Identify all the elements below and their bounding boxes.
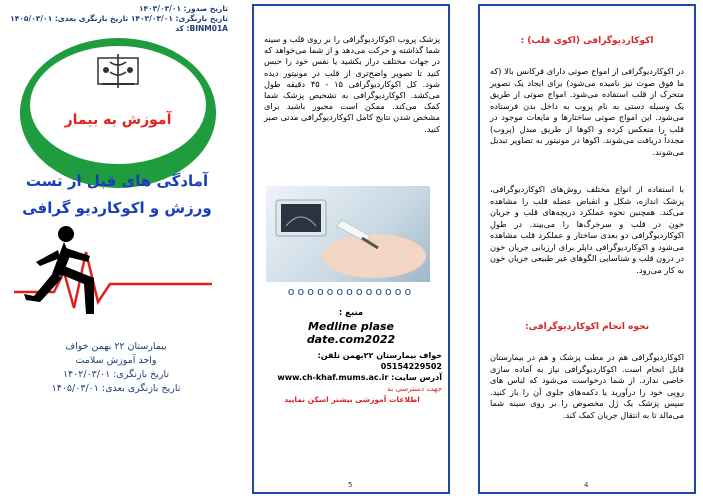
procedure-steps-text: اکوکاردیوگرافی هم در مطب پزشک و هم در بیمارستان قابل انجام است. اکوکاردیوگرافی نیاز به آماده سازی خاصی ندارد. از شما درخواست می‌شود که لباس های رویی خود را درآورید یا دکمه‌های جلوی آن را باز کنید. سپس پزشک یک ژل مخصوص را بر روی سینه شما می‌مالد تا به انتقال جریان کمک کند. bbox=[490, 352, 684, 420]
echocardiography-photo bbox=[266, 186, 430, 282]
contact-site-prefix: آدرس سایت: bbox=[391, 373, 442, 382]
procedure-text: پزشک پروب اکوکاردیوگرافی را بر روی قلب و سینه شما گذاشته و حرکت می‌دهد و از شما می‌خواهد که در جهات مختلف دراز بکشید یا نفس خود را حبس کنید تا تصویر واضح‌تری از قلب در مونیتور دیده شود. کل اکوکاردیوگرافی ۱۵ - ۴۵ دقیقه طول می‌کشد. اکوکاردیوگرافی به تشخیص پزشک شما کمک می‌کند. ممکن است مجبور باشید برای مشخص شدن نتایج کامل اکوکاردیوگرافی مدتی صبر کنید. bbox=[264, 34, 440, 134]
footer-line: تاریخ بازنگری بعدی: ۱۴۰۵/۰۳/۰۱ bbox=[51, 383, 181, 394]
brochure-title: آمادگی های قبل از تست ورزش و اکوکاردیو گرافی bbox=[22, 172, 212, 217]
meta-line: تاریخ بازنگری: ۱۴۰۳/۰۳/۰۱ تاریخ بازنگری بعدی: ۱۴۰۵/۰۳/۰۱ bbox=[10, 14, 228, 23]
contact-site-link[interactable]: www.ch-khaf.mums.ac.ir bbox=[277, 373, 389, 382]
hospital-footer bbox=[10, 340, 222, 396]
footer-line: واحد آموزش سلامت bbox=[75, 355, 157, 366]
contact-site-line bbox=[262, 372, 442, 394]
echo-definition-text: در اکوکاردیوگرافی از امواج صوتی دارای فرکانس بالا (که ما فوق صوت نیز نامیده می‌شود) برای ایجاد یک تصویر متحرک از قلب استفاده می‌شود. امواج صوتی از طریق یک وسیله دستی به نام پروب به داخل بدن فرستاده می‌شود. این امواج صوتی ساختارها و مایعات موجود در قلب را منعکس کرده و اکوها از طریق مبدل (پروب) مجدداً دریافت می‌شوند. اکوها در مونیتور به تصاویر تبدیل می‌شوند. bbox=[490, 66, 684, 157]
page-number: 5 bbox=[348, 481, 353, 489]
footer-line: تاریخ بازنگری: ۱۴۰۲/۰۳/۰۱ bbox=[62, 369, 170, 380]
meta-line: BINM01A: کد bbox=[175, 24, 228, 33]
section-heading-echo: اکوکاردیوگرافی (اکوی قلب) : bbox=[520, 36, 654, 46]
contact-note: اطلاعات آموزشی بیشتر اسکن نمایید bbox=[284, 395, 420, 404]
ultrasound-scene-icon bbox=[266, 186, 430, 282]
source-value: Medline plase date.com2022 bbox=[306, 320, 396, 346]
patient-education-title: آموزش به بیمار bbox=[64, 112, 172, 128]
document-meta bbox=[0, 4, 232, 34]
middle-panel bbox=[248, 0, 454, 501]
cover-panel bbox=[0, 0, 232, 501]
page-number: 4 bbox=[584, 481, 589, 489]
footer-line: بیمارستان ۲۲ بهمن خواف bbox=[65, 341, 167, 352]
right-panel bbox=[470, 0, 703, 501]
contact-site-suffix: جهت دسترسی به bbox=[387, 384, 442, 393]
source-label: منبع : bbox=[338, 308, 364, 318]
running-heartbeat-icon bbox=[14, 222, 212, 318]
section-heading-procedure: نحوه انجام اکوکاردیوگرافی: bbox=[525, 322, 649, 332]
echo-types-text: با استفاده از انواع مختلف روش‌های اکوکاردیوگرافی، پزشک اندازه، شکل و انقباض عضله قلب را مشاهده می‌کند. همچنین نحوه عملکرد دریچه‌های قلب و جریان خون در قلب و سرخرگ‌ها را می‌بیند. در طول اکوکاردیوگرافی دو بعدی ساختار و عملکرد قلب مشاهده می‌شود و اکوکاردیوگرافی داپلر برای ارزیابی جریان خون در درون قلب و شناسایی الگوهای غیر طبیعی جریان خون به کار می‌رود. bbox=[490, 184, 684, 275]
contact-phone: خواف بیمارستان ۲۲بهمن تلفن: 05154229502 bbox=[317, 351, 442, 371]
university-logo-icon bbox=[76, 50, 160, 92]
contact-info bbox=[262, 350, 442, 405]
meta-line: تاریخ صدور: ۱۴۰۳/۰۳/۰۱ bbox=[138, 4, 228, 13]
decorative-dots: ooooooooooooo bbox=[287, 285, 415, 298]
